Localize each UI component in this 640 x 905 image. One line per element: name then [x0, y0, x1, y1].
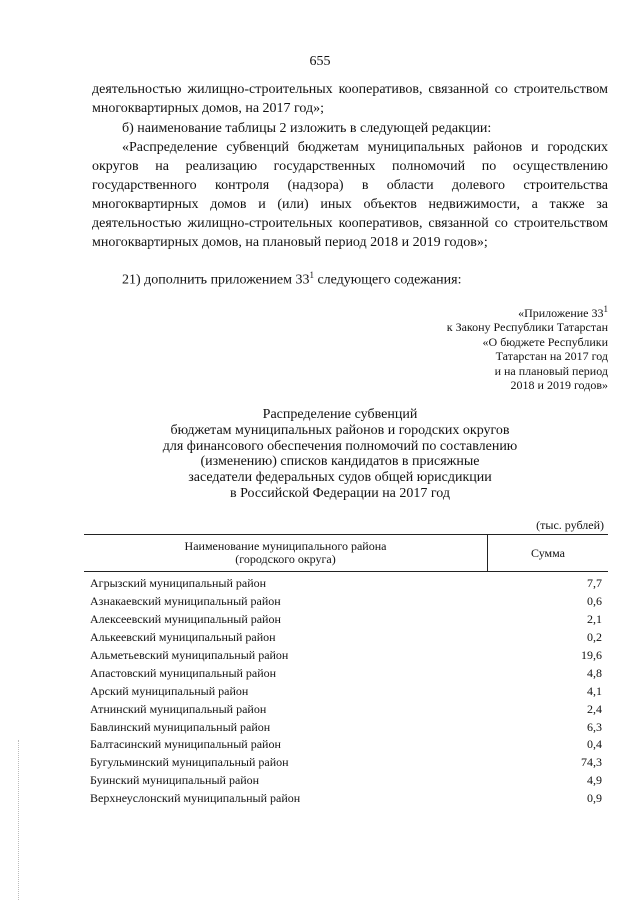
- paragraph-21-superscript: 1: [309, 270, 314, 280]
- row-sum-value: 0,4: [587, 737, 602, 752]
- row-municipality-name: Арский муниципальный район: [90, 683, 249, 698]
- paragraph-21: [92, 266, 608, 290]
- row-municipality-name: Алькеевский муниципальный район: [90, 630, 276, 645]
- row-municipality-name: Альметьевский муниципальный район: [90, 648, 289, 662]
- row-sum-value: 6,3: [587, 719, 602, 734]
- table-row: [84, 718, 608, 736]
- row-municipality-name: Буинский муниципальный район: [90, 773, 260, 788]
- title-line-3: для финансового обеспечения полномочий по составлению: [162, 438, 518, 454]
- row-sum-value: 74,3: [581, 755, 602, 770]
- page-number: 655: [309, 54, 331, 69]
- appendix-line-6: 2018 и 2019 годов»: [510, 378, 608, 393]
- table-row: [84, 611, 608, 629]
- row-municipality-name: Агрызский муниципальный район: [90, 576, 267, 591]
- paragraph-21-text-end: следующего содежания:: [313, 272, 462, 288]
- row-municipality-name: Азнакаевский муниципальный район: [90, 594, 281, 609]
- row-sum-value: 4,1: [587, 683, 602, 698]
- title-line-4: (изменению) списков кандидатов в присяжные: [200, 454, 480, 470]
- title-line-2: бюджетам муниципальных районов и городских округов: [170, 422, 510, 438]
- table-row: [84, 754, 608, 772]
- margin-dots: [18, 740, 21, 900]
- row-sum-value: 19,6: [581, 648, 602, 662]
- row-sum-value: 7,7: [587, 576, 602, 591]
- row-sum-value: 0,6: [587, 594, 602, 609]
- table-row: [84, 593, 608, 611]
- header-municipality-line2: (городского округа): [235, 552, 336, 566]
- appendix-line-3: «О бюджете Республики: [482, 334, 608, 349]
- title-line-1: Распределение субвенций: [262, 407, 418, 422]
- document-title: [100, 407, 580, 502]
- appendix-line-2: к Закону Республики Татарстан: [446, 320, 608, 335]
- table-body: [84, 575, 608, 808]
- row-sum-value: 4,9: [587, 773, 602, 788]
- header-municipality: [84, 535, 488, 571]
- appendix-line-1: «Приложение $33^1$: [518, 304, 608, 320]
- paragraph-21-text: 21) дополнить приложением 33: [122, 272, 310, 288]
- title-line-6: в Российской Федерации на 2017 год: [229, 485, 451, 501]
- row-municipality-name: Верхнеуслонский муниципальный район: [90, 791, 301, 806]
- table-row: [84, 647, 608, 665]
- header-municipality-line1: Наименование муниципального района: [184, 539, 387, 553]
- subvention-table: [84, 534, 608, 808]
- paragraph-continuation: деятельностью жилищно-строительных кооперативов, связанной со строительством многоквартирных домов, на 2017 год»;: [92, 82, 608, 116]
- title-line-5: заседатели федеральных судов общей юрисдикции: [188, 470, 492, 486]
- table-row: [84, 772, 608, 790]
- row-municipality-name: Атнинский муниципальный район: [90, 701, 267, 716]
- appendix-line-4: Татарстан на 2017 год: [495, 349, 608, 364]
- table-row: [84, 682, 608, 700]
- row-municipality-name: Бавлинский муниципальный район: [90, 719, 271, 734]
- row-sum-value: 0,9: [587, 791, 602, 806]
- row-sum-value: 2,4: [587, 701, 602, 716]
- unit-label: (тыс. рублей): [536, 518, 604, 532]
- row-municipality-name: Алексеевский муниципальный район: [90, 612, 281, 627]
- table-row: [84, 790, 608, 808]
- paragraph-table-title-quote: «Распределение субвенций бюджетам муниципальных районов и городских округов на реализацию государственных полномочий по осуществлению государственного контроля (надзора) в области долевого строительства многоквартирных домов и (или) иных объектов недвижимости, а также за деятельностью жилищно-строительных кооперативов, связанной со строительством многоквартирных домов, на плановый период 2018 и 2019 годов»;: [92, 140, 608, 250]
- table-row: [84, 575, 608, 593]
- row-sum-value: 0,2: [587, 630, 602, 645]
- table-header: [84, 534, 608, 572]
- appendix-header: [348, 302, 608, 392]
- table-row: [84, 629, 608, 647]
- table-row: [84, 736, 608, 754]
- table-row: [84, 664, 608, 682]
- row-municipality-name: Апастовский муниципальный район: [90, 665, 277, 680]
- row-municipality-name: Бугульминский муниципальный район: [90, 755, 289, 770]
- table-row: [84, 700, 608, 718]
- row-municipality-name: Балтасинский муниципальный район: [90, 737, 281, 752]
- header-sum: Сумма: [531, 545, 565, 560]
- row-sum-value: 4,8: [587, 665, 602, 680]
- row-sum-value: 2,1: [587, 612, 602, 627]
- paragraph-b: б) наименование таблицы 2 изложить в следующей редакции:: [122, 121, 492, 136]
- appendix-line-5: и на плановый период: [494, 363, 608, 378]
